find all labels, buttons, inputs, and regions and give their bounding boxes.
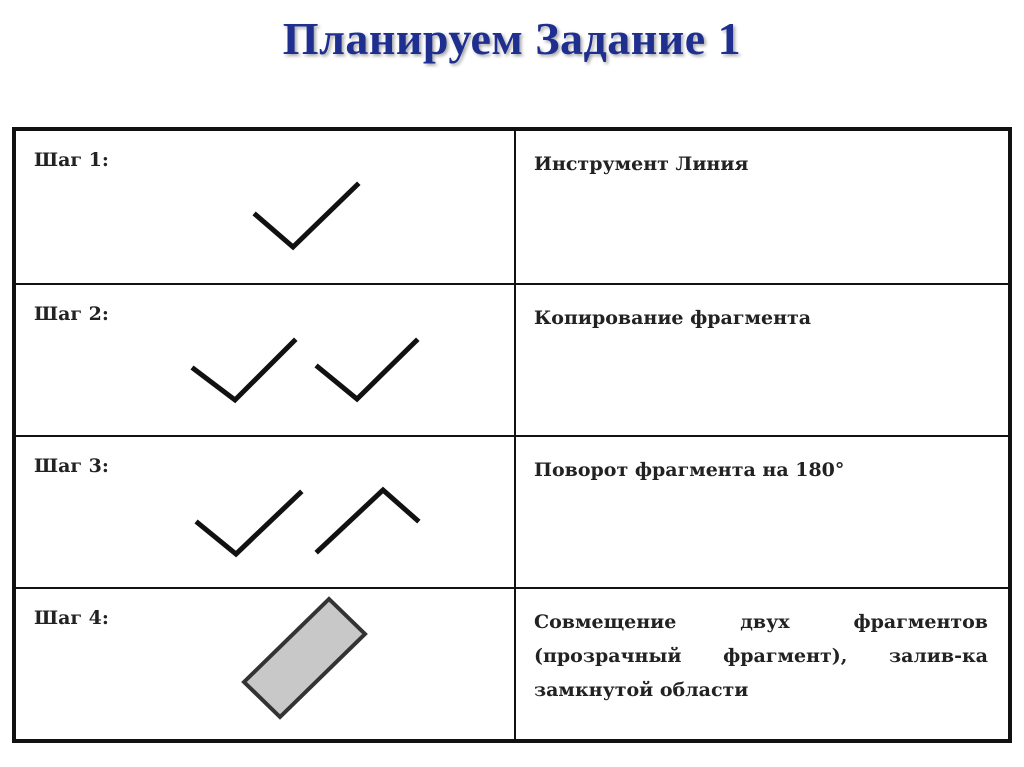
step-3-description: Поворот фрагмента на 180° — [534, 459, 845, 481]
step-2-label: Шаг 2: — [34, 303, 109, 325]
step-4-left-cell — [15, 588, 515, 740]
step-1-description: Инструмент Линия — [534, 153, 749, 175]
step-4-description: Совмещение двух фрагментов (прозрачный фрагмент), залив-ка замкнутой области — [534, 611, 988, 701]
step-2-right-cell — [515, 284, 1009, 436]
page-title: Планируем Задание 1 — [282, 13, 742, 64]
two-check-marks-icon — [16, 285, 516, 437]
check-and-rotated-check-icon — [16, 437, 516, 589]
step-1-label: Шаг 1: — [34, 149, 109, 171]
step-2-left-cell — [15, 284, 515, 436]
step-2-description: Копирование фрагмента — [534, 307, 812, 329]
step-3-left-cell — [15, 436, 515, 588]
check-mark-icon — [16, 131, 516, 283]
step-1-right-cell — [515, 130, 1009, 284]
step-3-label: Шаг 3: — [34, 455, 109, 477]
step-1-left-cell — [15, 130, 515, 284]
step-3-right-cell — [515, 436, 1009, 588]
filled-rectangle-icon — [16, 589, 516, 741]
step-4-label: Шаг 4: — [34, 607, 109, 629]
plan-table — [12, 127, 1012, 743]
step-4-right-cell — [515, 588, 1009, 740]
